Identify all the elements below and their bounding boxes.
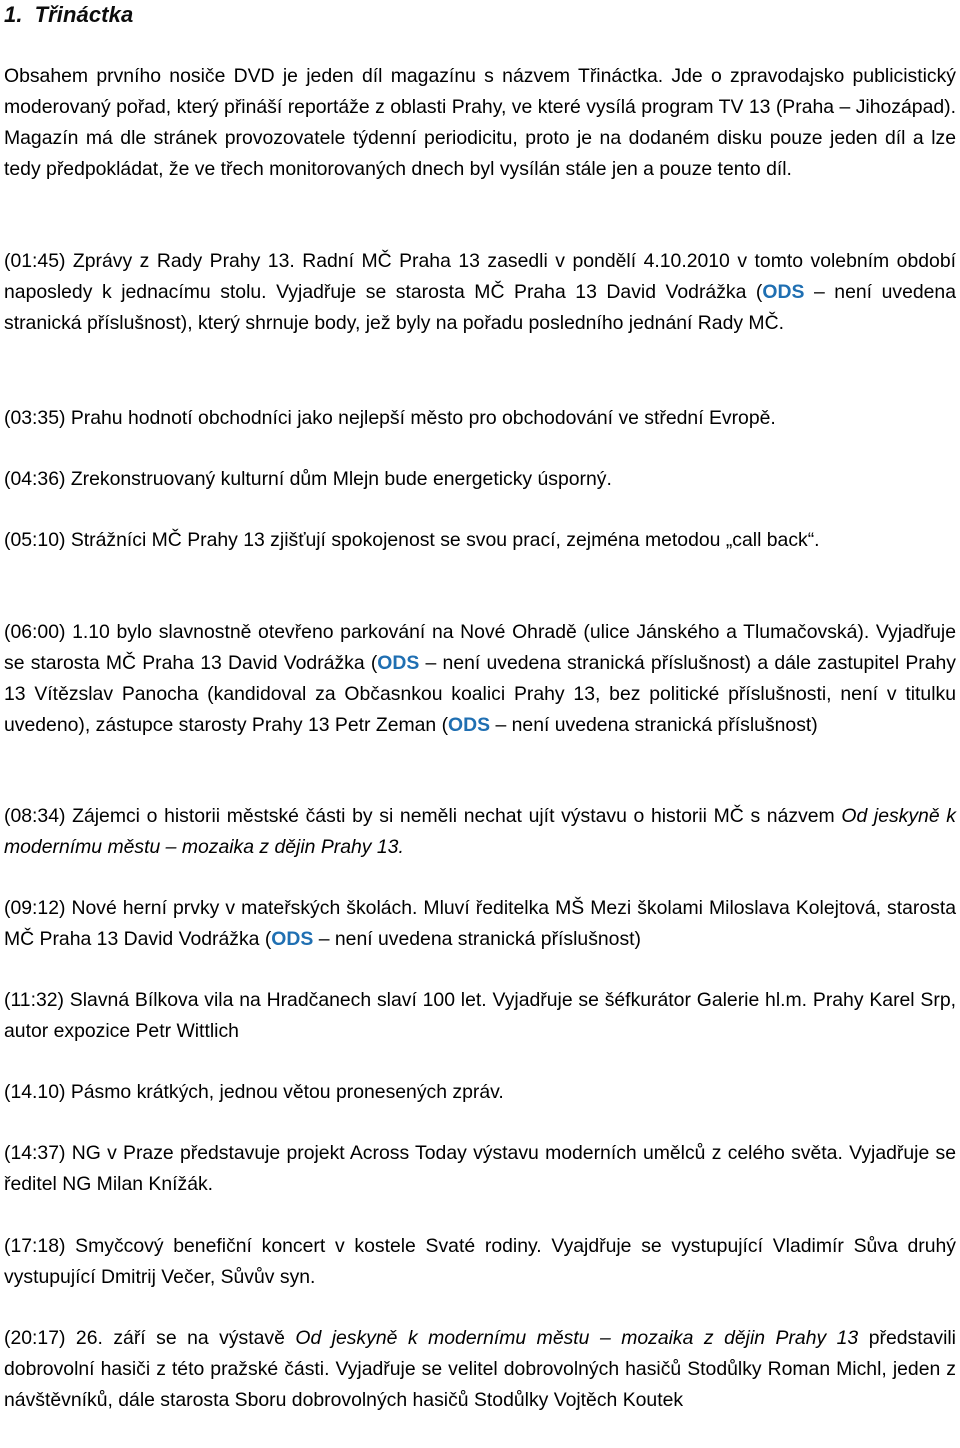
item-text: (05:10) Strážníci MČ Prahy 13 zjišťují spokojenost se svou prací, zejména metodou „call back“. [4,529,820,551]
intro-paragraph: Obsahem prvního nosiče DVD je jeden díl magazínu s názvem Třináctka. Jde o zpravodajsko publicistický moderovaný pořad, který přináší reportáže z oblasti Prahy, ve které vysílá program TV 13 (Praha – Jihozápad). Magazín má dle stránek provozovatele týdenní periodicitu, proto je na dodaném disku pouze jeden díl a lze tedy předpokládat, že ve třech monitorovaných dnech byl vysílán stále jen a pouze tento díl. [4,65,956,180]
item-text: (20:17) 26. září se na výstavě [4,1327,296,1349]
item-paragraph [4,1077,956,1108]
section-number: 1. [4,2,23,27]
item-paragraph [4,246,956,339]
item-text: (04:36) Zrekonstruovaný kulturní dům Mlejn bude energeticky úsporný. [4,468,612,490]
item-text: (11:32) Slavná Bílkova vila na Hradčanech slaví 100 let. Vyjadřuje se šéfkurátor Galerie hl.m. Prahy Karel Srp, autor expozice Petr Wittlich [4,989,956,1042]
item-text: – není uvedena stranická příslušnost), který shrnuje body, jež byly na pořadu posledního jednání Rady MČ. [4,281,956,334]
item-text: (06:00) 1.10 bylo slavnostně otevřeno parkování na Nové Ohradě (ulice Jánského a Tlumačovská). Vyjadřuje se starosta MČ Praha 13 David Vodrážka ( [4,621,956,674]
party-label: ODS [762,281,805,303]
section-heading [4,0,956,34]
item-paragraph [4,617,956,741]
item-paragraph [4,403,956,434]
item-text: – není uvedena stranická příslušnost) [313,928,641,950]
section-title: Třináctka [34,2,134,27]
party-label: ODS [271,928,314,950]
item-text: (14:37) NG v Praze představuje projekt Across Today výstavu moderních umělců z celého světa. Vyjadřuje se ředitel NG Milan Knížák. [4,1142,956,1195]
item-text: (14.10) Pásmo krátkých, jednou větou pronesených zpráv. [4,1081,504,1103]
item-paragraph [4,1231,956,1293]
item-text: představili dobrovolní hasiči z této pražské části. Vyjadřuje se velitel dobrovolných hasičů Stodůlky Roman Michl, jeden z návštěvníků, dále starosta Sboru dobrovolných hasičů Stodůlky Vojtěch Koutek [4,1327,956,1411]
item-paragraph [4,1323,956,1416]
item-paragraph [4,464,956,495]
item-paragraph [4,893,956,955]
item-text: (01:45) Zprávy z Rady Prahy 13. Radní MČ Praha 13 zasedli v pondělí 4.10.2010 v tomto volebním období naposledy k jednacímu stolu. Vyjadřuje se starosta MČ Praha 13 David Vodrážka ( [4,250,956,303]
party-label: ODS [377,652,420,674]
exhibition-title: Od jeskyně k modernímu městu – mozaika z dějin Prahy 13. [4,805,956,858]
exhibition-title: Od jeskyně k modernímu městu – mozaika z dějin Prahy 13 [295,1327,859,1349]
item-paragraph [4,801,956,863]
item-paragraph [4,525,956,556]
item-text: (09:12) Nové herní prvky v mateřských školách. Mluví ředitelka MŠ Mezi školami Miloslava Kolejtová, starosta MČ Praha 13 David Vodrážka ( [4,897,956,950]
party-label: ODS [448,714,491,736]
item-paragraph [4,1138,956,1200]
item-text: (03:35) Prahu hodnotí obchodníci jako nejlepší město pro obchodování ve střední Evropě. [4,407,776,429]
item-text: – není uvedena stranická příslušnost) a dále zastupitel Prahy 13 Vítězslav Panocha (kandidoval za Občasnkou koalici Prahy 13, bez politické příslušnosti, není v titulku uvedeno), zástupce starosty Prahy 13 Petr Zeman ( [4,652,956,736]
item-text: – není uvedena stranická příslušnost) [490,714,818,736]
item-text: (08:34) Zájemci o historii městské části by si neměli nechat ujít výstavu o historii MČ s názvem [4,805,842,827]
item-paragraph [4,985,956,1047]
document-page [4,0,956,1411]
item-text: (17:18) Smyčcový benefiční koncert v kostele Svaté rodiny. Vyajdřuje se vystupující Vladimír Sůva druhý vystupující Dmitrij Večer, Sůvův syn. [4,1235,956,1288]
